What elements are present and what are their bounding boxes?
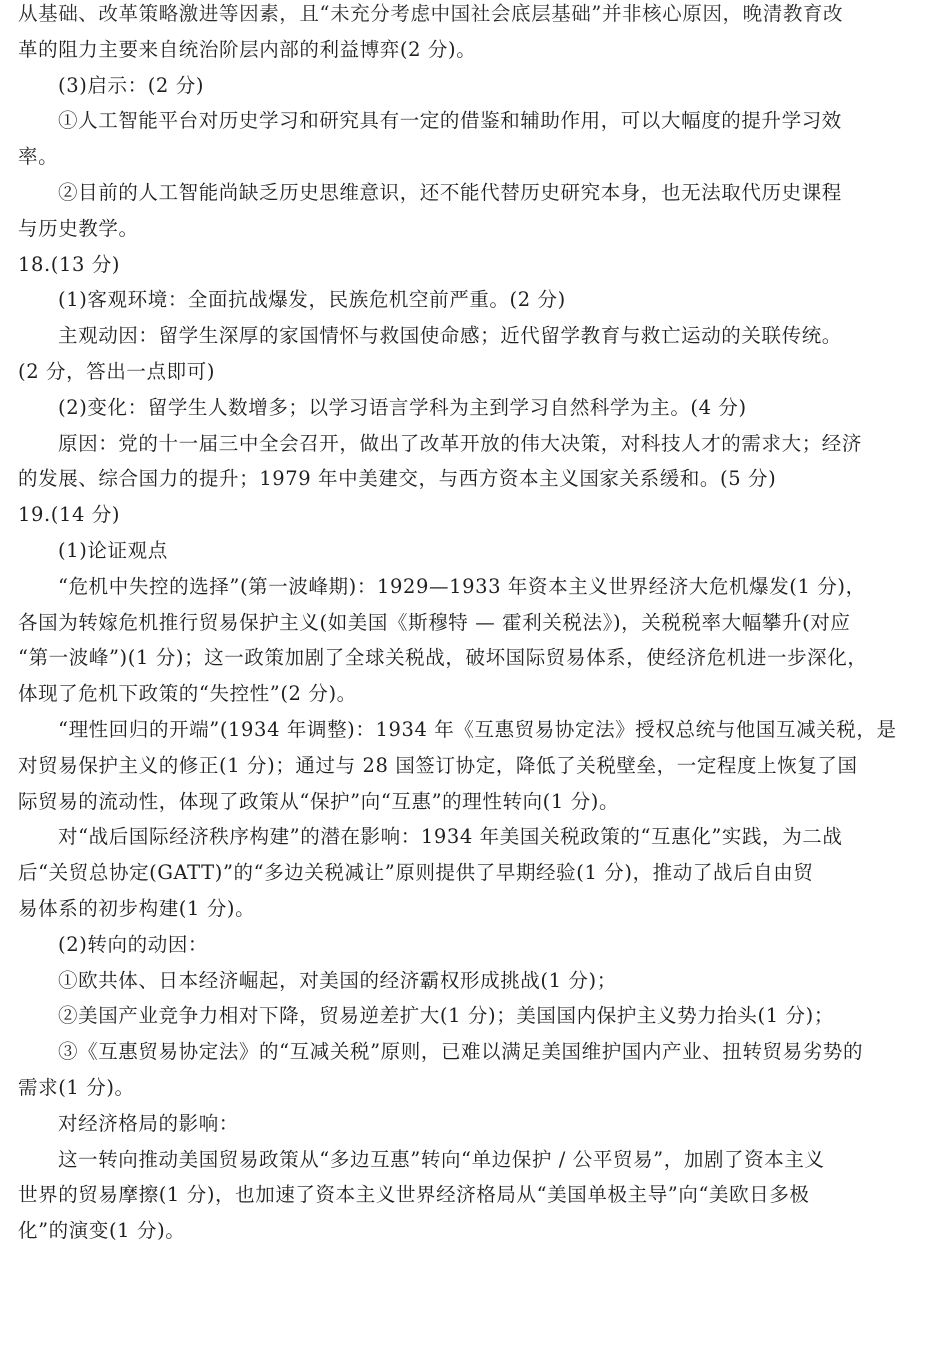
document-body	[18, 0, 940, 1249]
text-line: (1)客观环境：全面抗战爆发，民族危机空前严重。(2 分)	[58, 288, 566, 312]
text-line: 从基础、改革策略激进等因素，且“未充分考虑中国社会底层基础”并非核心原因，晚清教育改	[18, 2, 844, 25]
text-line: (2 分，答出一点即可)	[18, 359, 216, 383]
text-line: (2)变化：留学生人数增多；以学习语言学科为主到学习自然科学为主。(4 分)	[58, 395, 747, 419]
text-line: 易体系的初步构建(1 分)。	[18, 896, 256, 920]
text-line: 体现了危机下政策的“失控性”(2 分)。	[18, 682, 357, 706]
section-heading: (3)启示：(2 分)	[58, 73, 205, 97]
text-line: ①人工智能平台对历史学习和研究具有一定的借鉴和辅助作用，可以大幅度的提升学习效	[58, 109, 842, 133]
text-line: “理性回归的开端”(1934 年调整)：1934 年《互惠贸易协定法》授权总统与他国互减关税，是	[58, 717, 897, 741]
text-line: 各国为转嫁危机推行贸易保护主义(如美国《斯穆特 — 霍利关税法》)，关税税率大幅攀升(对应	[18, 610, 851, 634]
text-line: 后“关贸总协定(GATT)”的“多边关税减让”原则提供了早期经验(1 分)，推动了战后自由贸	[18, 861, 814, 885]
section-heading: 对经济格局的影响：	[58, 1111, 239, 1135]
text-line: 原因：党的十一届三中全会召开，做出了改革开放的伟大决策，对科技人才的需求大；经济	[58, 431, 863, 455]
text-line: “第一波峰”)(1 分)；这一政策加剧了全球关税战，破坏国际贸易体系，使经济危机进一步深化，	[18, 646, 868, 670]
section-heading: (2)转向的动因：	[58, 932, 209, 956]
text-line: ③《互惠贸易协定法》的“互减关税”原则，已难以满足美国维护国内产业、扭转贸易劣势的	[58, 1040, 864, 1064]
text-line: 需求(1 分)。	[18, 1075, 135, 1099]
text-line: 的发展、综合国力的提升；1979 年中美建交，与西方资本主义国家关系缓和。(5 分)	[18, 467, 777, 491]
text-line: 世界的贸易摩擦(1 分)，也加速了资本主义世界经济格局从“美国单极主导”向“美欧日多极	[18, 1183, 810, 1207]
text-line: 革的阻力主要来自统治阶层内部的利益博弈(2 分)。	[18, 37, 477, 61]
text-line: 与历史教学。	[18, 216, 139, 240]
text-line: 对贸易保护主义的修正(1 分)；通过与 28 国签订协定，降低了关税壁垒，一定程度上恢复了国	[18, 753, 858, 777]
text-line: ①欧共体、日本经济崛起，对美国的经济霸权形成挑战(1 分)；	[58, 968, 617, 992]
text-line: 率。	[18, 145, 59, 169]
text-line: 主观动因：留学生深厚的家国情怀与救国使命感；近代留学教育与救亡运动的关联传统。	[58, 324, 842, 348]
text-line: 化”的演变(1 分)。	[18, 1219, 186, 1243]
text-line: 对“战后国际经济秩序构建”的潜在影响：1934 年美国关税政策的“互惠化”实践，为二战	[58, 825, 843, 849]
section-heading: (1)论证观点	[58, 538, 168, 562]
question-number: 18.(13 分)	[18, 252, 121, 276]
text-line: ②美国产业竞争力相对下降，贸易逆差扩大(1 分)；美国国内保护主义势力抬头(1 分)；	[58, 1004, 834, 1028]
question-number: 19.(14 分)	[18, 503, 121, 527]
text-line: “危机中失控的选择”(第一波峰期)：1929—1933 年资本主义世界经济大危机爆发(1 分)，	[58, 574, 866, 598]
text-line: ②目前的人工智能尚缺乏历史思维意识，还不能代替历史研究本身，也无法取代历史课程	[58, 180, 842, 204]
text-line: 这一转向推动美国贸易政策从“多边互惠”转向“单边保护 / 公平贸易”，加剧了资本主义	[58, 1147, 825, 1171]
text-line: 际贸易的流动性，体现了政策从“保护”向“互惠”的理性转向(1 分)。	[18, 789, 620, 813]
